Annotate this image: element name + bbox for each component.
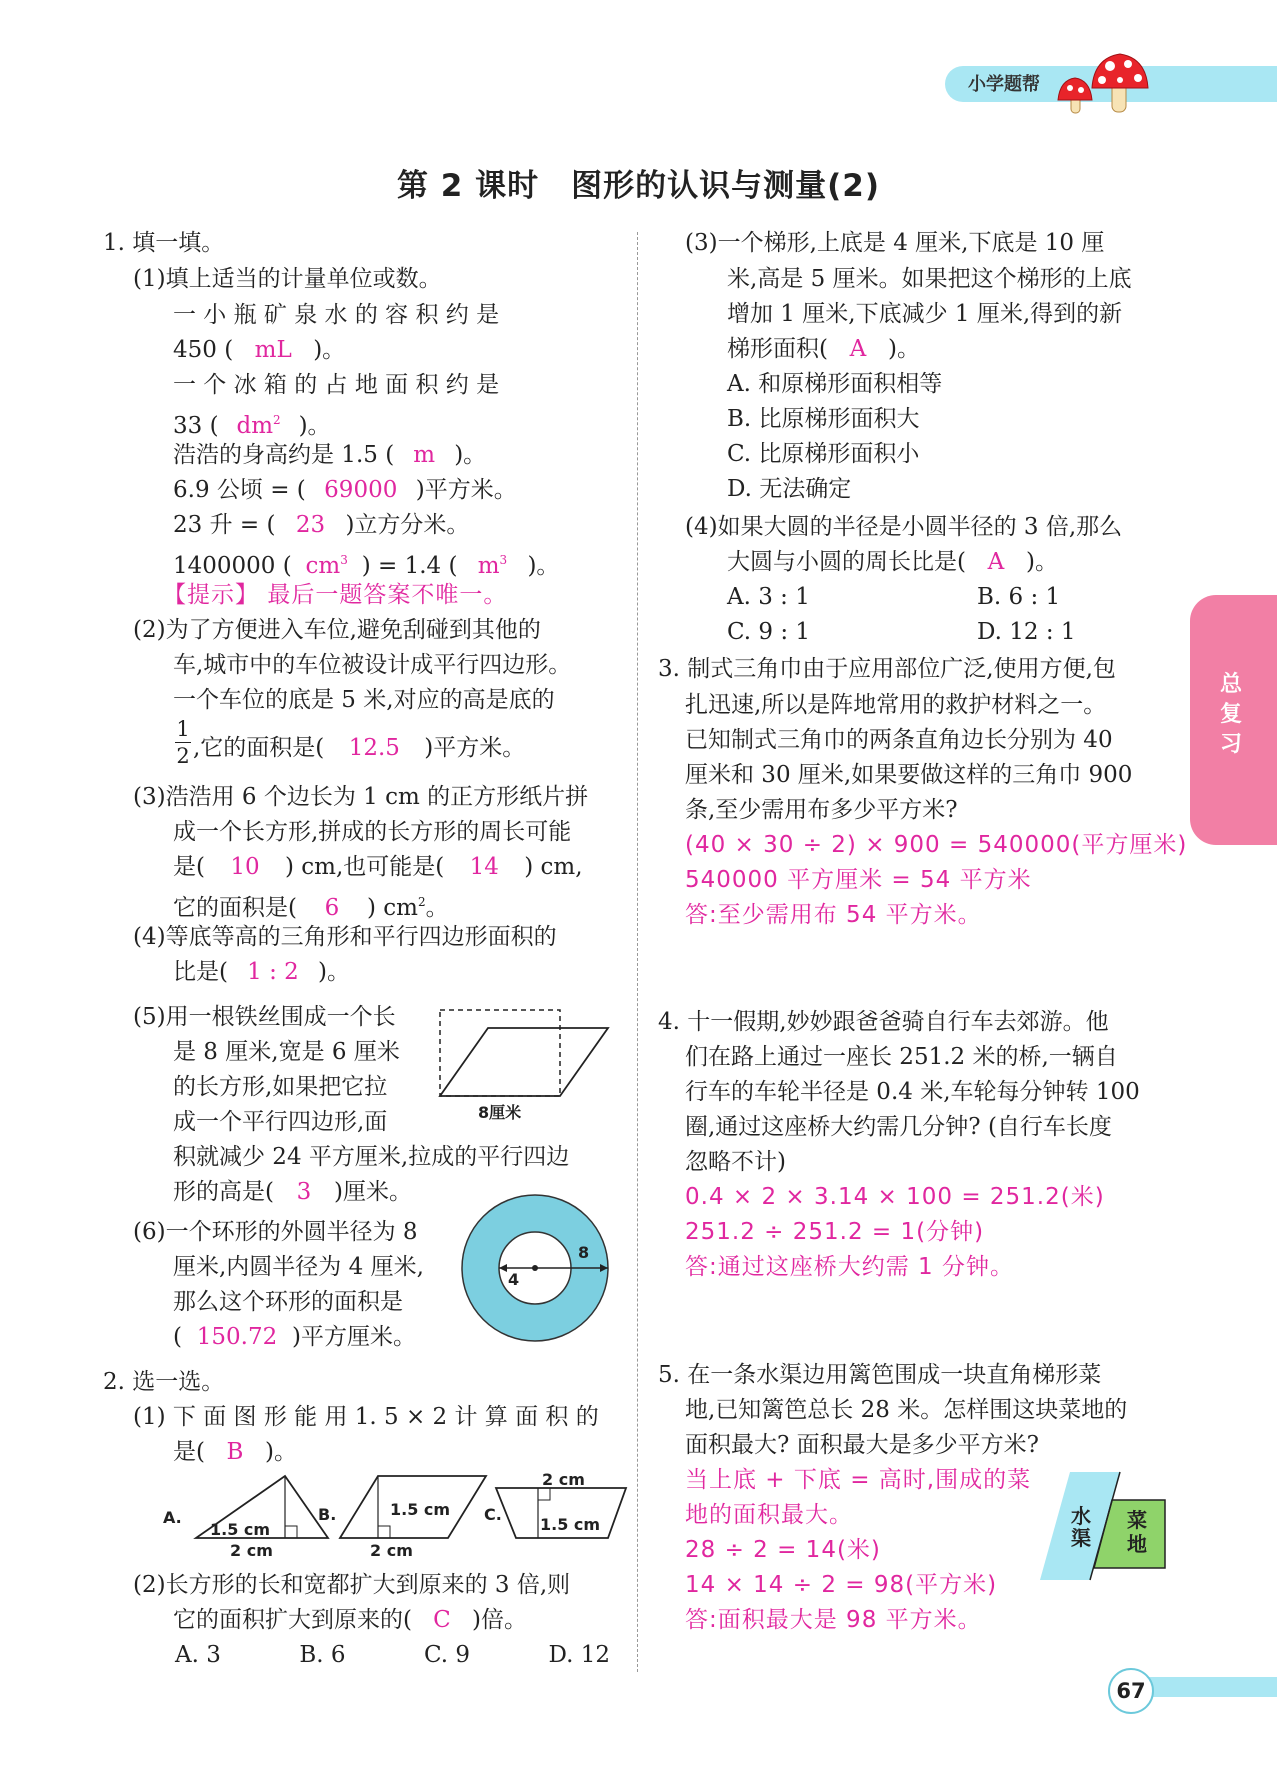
q1-p1-line-a: 一 小 瓶 矿 泉 水 的 容 积 约 是 [173, 302, 500, 328]
q1-p2-fraction: 1 2 [176, 717, 190, 768]
canal-label: 水 渠 [1071, 1504, 1091, 1550]
q2-p3-line1: (3)一个梯形,上底是 4 厘米,下底是 10 厘 [685, 230, 1105, 256]
q1-heading: 1. 填一填。 [103, 230, 225, 256]
q2-p4-option-a: A. 3 : 1 [727, 584, 810, 610]
q5-answer-3: 28 ÷ 2 = 14(米) [685, 1537, 881, 1563]
q1-p2-line1: (2)为了方便进入车位,避免刮碰到其他的 [133, 617, 541, 643]
q1-p5-line4: 成一个平行四边形,面 [173, 1109, 388, 1135]
q2-p3-option-b: B. 比原梯形面积大 [727, 406, 920, 432]
q2-p3-option-a: A. 和原梯形面积相等 [727, 371, 943, 397]
q2-p3-line4: 梯形面积( A )。 [727, 336, 920, 362]
q1-p2-line2: 车,城市中的车位被设计成平行四边形。 [173, 652, 572, 678]
shape-c-height: 1.5 cm [540, 1515, 601, 1534]
q1-p6-line1: (6)一个环形的外圆半径为 8 [133, 1219, 418, 1245]
ring-inner-label: 4 [508, 1270, 520, 1289]
q5-line3: 面积最大? 面积最大是多少平方米? [685, 1432, 1039, 1458]
ring-outer-label: 8 [578, 1243, 590, 1262]
q2-p4-line1: (4)如果大圆的半径是小圆半径的 3 倍,那么 [685, 514, 1123, 540]
q5-line1: 5. 在一条水渠边用篱笆围成一块直角梯形菜 [658, 1362, 1102, 1388]
q5-answer-2: 地的面积最大。 [685, 1502, 853, 1528]
q1-p5-line6: 形的高是( 3 )厘米。 [173, 1179, 412, 1205]
q1-p1-hint: 【提示】 最后一题答案不唯一。 [163, 582, 508, 608]
q2-heading: 2. 选一选。 [103, 1369, 225, 1395]
q2-p1-line2: 是( B )。 [173, 1439, 297, 1465]
q3-line3: 已知制式三角巾的两条直角边长分别为 40 [685, 727, 1113, 753]
q3-line2: 扎迅速,所以是阵地常用的救护材料之一。 [685, 692, 1107, 718]
q3-line4: 厘米和 30 厘米,如果要做这样的三角巾 900 [685, 762, 1133, 788]
q3-answer-1: (40 × 30 ÷ 2) × 900 = 540000(平方厘米) [685, 832, 1188, 858]
q3-line5: 条,至少需用布多少平方米? [685, 797, 958, 823]
q1-p6-line3: 那么这个环形的面积是 [173, 1289, 403, 1315]
q4-line5: 忽略不计) [685, 1149, 786, 1175]
q2-p2-line1: (2)长方形的长和宽都扩大到原来的 3 倍,则 [133, 1572, 571, 1598]
q2-p1-line1: (1) 下 面 图 形 能 用 1. 5 × 2 计 算 面 积 的 [133, 1404, 599, 1430]
q1-p3-line1: (3)浩浩用 6 个边长为 1 cm 的正方形纸片拼 [133, 784, 589, 810]
shape-a-label: A. [163, 1508, 182, 1527]
q1-p4-line1: (4)等底等高的三角形和平行四边形面积的 [133, 924, 557, 950]
q2-p3-line2: 米,高是 5 厘米。如果把这个梯形的上底 [727, 266, 1132, 292]
page-title: 第 2 课时 图形的认识与测量(2) [396, 168, 881, 204]
q1-p1-line-b: 一 个 冰 箱 的 占 地 面 积 约 是 [173, 372, 500, 398]
q1-p1-line-d: 6.9 公顷 = ( 69000 )平方米。 [173, 477, 517, 503]
shape-b-label: B. [318, 1505, 337, 1524]
shape-b-height: 1.5 cm [390, 1500, 451, 1519]
q1-p1-line-e: 23 升 = ( 23 )立方分米。 [173, 512, 470, 538]
q1-p1-line-f: 1400000 ( $cm^3$ ) = 1.4 ( $m^3$ )。 [173, 553, 560, 579]
shape-a-base: 2 cm [230, 1541, 273, 1560]
q1-p5-line1: (5)用一根铁丝围成一个长 [133, 1004, 396, 1030]
rectangle-parallelogram-figure [435, 1000, 615, 1120]
q1-p6-line2: 厘米,内圆半径为 4 厘米, [173, 1254, 424, 1280]
q5-answer-4: 14 × 14 ÷ 2 = 98(平方米) [685, 1572, 998, 1598]
q2-p4-option-b: B. 6 : 1 [977, 584, 1061, 610]
page-number-bar [1140, 1677, 1277, 1697]
fig-label-8cm: 8厘米 [478, 1103, 522, 1122]
q2-p3-option-d: D. 无法确定 [727, 476, 852, 502]
q1-p6-line4: ( 150.72 )平方厘米。 [173, 1324, 416, 1350]
q1-p4-line2: 比是( 1 : 2 )。 [173, 959, 350, 985]
q1-p5-line2: 是 8 厘米,宽是 6 厘米 [173, 1039, 400, 1065]
q4-line4: 圈,通过这座桥大约需几分钟? (自行车长度 [685, 1114, 1112, 1140]
side-tab-label: 总 复 习 [1219, 672, 1242, 757]
q1-p2-line3: 一个车位的底是 5 米,对应的高是底的 [173, 687, 555, 713]
q3-answer-2: 540000 平方厘米 = 54 平方米 [685, 867, 1032, 893]
q1-p3-line2: 成一个长方形,拼成的长方形的周长可能 [173, 819, 572, 845]
q4-answer-3: 答:通过这座桥大约需 1 分钟。 [685, 1254, 1015, 1280]
q2-p3-line3: 增加 1 厘米,下底减少 1 厘米,得到的新 [727, 301, 1123, 327]
column-divider [637, 232, 638, 1672]
q2-p4-line2: 大圆与小圆的周长比是( A )。 [727, 549, 1058, 575]
q3-answer-3: 答:至少需用布 54 平方米。 [685, 902, 982, 928]
shape-b-base: 2 cm [370, 1541, 413, 1560]
field-label: 菜 地 [1127, 1508, 1147, 1556]
q2-p2-options: A. 3 B. 6 C. 9 D. 12 [175, 1642, 610, 1668]
q1-p3-line3: 是( 10 ) cm,也可能是( 14 ) cm, [173, 854, 583, 880]
q5-answer-5: 答:面积最大是 98 平方米。 [685, 1607, 982, 1633]
q4-line2: 们在路上通过一座长 251.2 米的桥,一辆自 [685, 1044, 1118, 1070]
q1-p1-line-a2: 450 ( mL )。 [173, 337, 346, 363]
q4-line1: 4. 十一假期,妙妙跟爸爸骑自行车去郊游。他 [658, 1009, 1109, 1035]
shape-c-top: 2 cm [542, 1470, 585, 1489]
q1-p5-line3: 的长方形,如果把它拉 [173, 1074, 388, 1100]
q4-line3: 行车的车轮半径是 0.4 米,车轮每分钟转 100 [685, 1079, 1140, 1105]
q2-p3-option-c: C. 比原梯形面积小 [727, 441, 920, 467]
page-number: 67 [1108, 1668, 1154, 1714]
header-label: 小学题帮 [968, 74, 1040, 95]
q5-answer-1: 当上底 + 下底 = 高时,围成的菜 [685, 1467, 1032, 1493]
shape-c-label: C. [484, 1505, 502, 1524]
q5-line2: 地,已知篱笆总长 28 米。怎样围这块菜地的 [685, 1397, 1128, 1423]
shape-a-height: 1.5 cm [210, 1520, 271, 1539]
q4-answer-1: 0.4 × 2 × 3.14 × 100 = 251.2(米) [685, 1184, 1105, 1210]
q1-p2-line4: ,它的面积是( 12.5 )平方米。 [193, 735, 526, 761]
q1-p1-heading: (1)填上适当的计量单位或数。 [133, 266, 442, 292]
q2-p4-option-d: D. 12 : 1 [977, 619, 1076, 645]
q1-p5-line5: 积就减少 24 平方厘米,拉成的平行四边 [173, 1144, 570, 1170]
q2-p4-option-c: C. 9 : 1 [727, 619, 811, 645]
q3-line1: 3. 制式三角巾由于应用部位广泛,使用方便,包 [658, 656, 1116, 682]
mushroom-icon [1050, 40, 1150, 115]
q2-p2-line2: 它的面积扩大到原来的( C )倍。 [173, 1607, 527, 1633]
q1-p3-line4: 它的面积是( 6 ) $cm^2$。 [173, 895, 449, 921]
ring-figure [455, 1188, 615, 1348]
q4-answer-2: 251.2 ÷ 251.2 = 1(分钟) [685, 1219, 985, 1245]
q1-p1-line-b2: 33 ( $dm^2$ )。 [173, 413, 331, 439]
q1-p1-line-c: 浩浩的身高约是 1.5 ( m )。 [173, 442, 487, 468]
